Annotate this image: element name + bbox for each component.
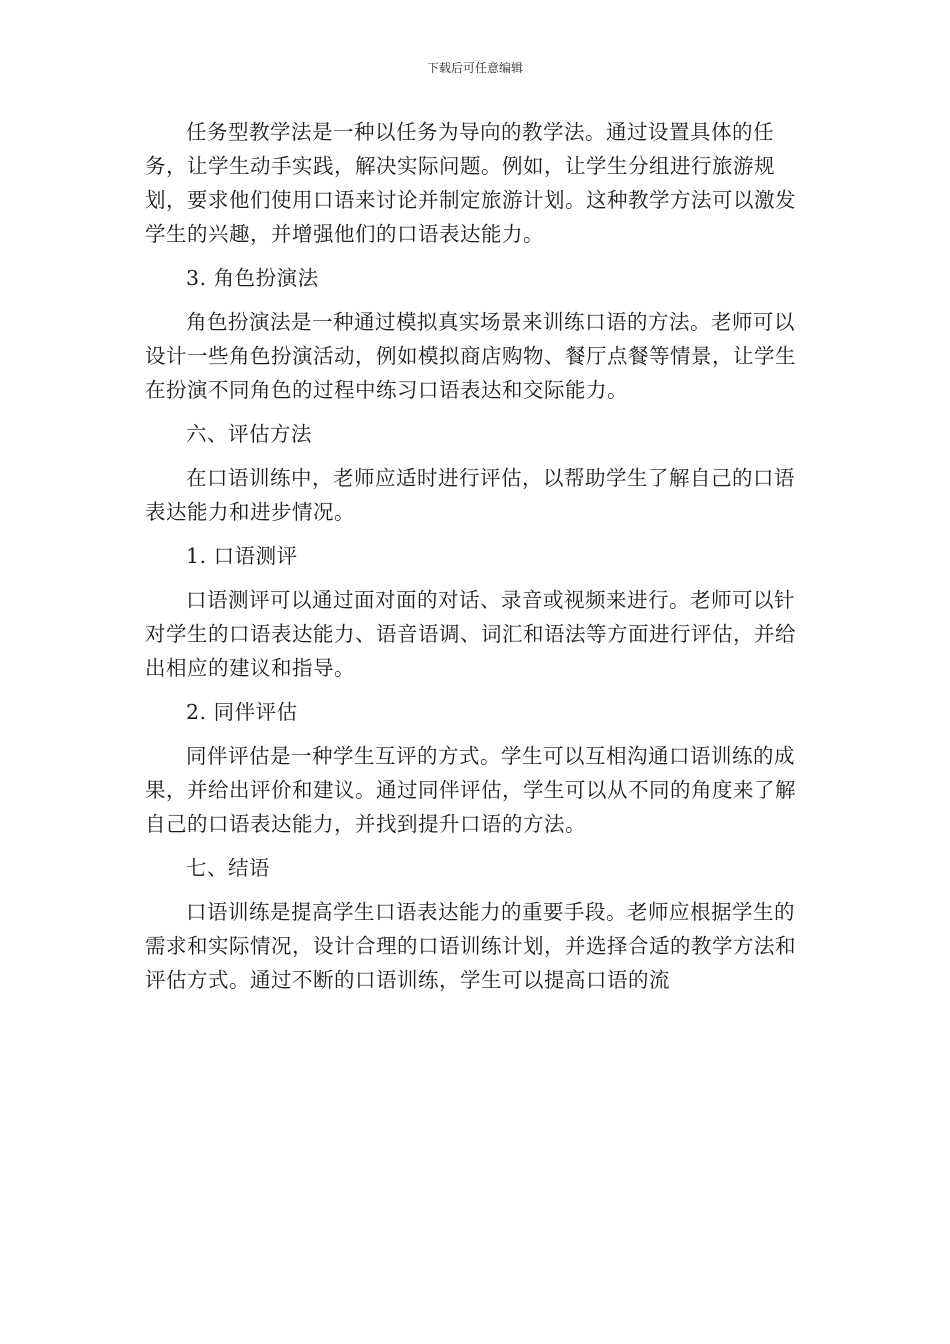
section-heading-role-play: 3. 角色扮演法 [186, 266, 319, 290]
paragraph-evaluation-intro: 在口语训练中，老师应适时进行评估，以帮助学生了解自己的口语表达能力和进步情况。 [145, 466, 795, 524]
paragraph-conclusion: 口语训练是提高学生口语表达能力的重要手段。老师应根据学生的需求和实际情况，设计合理的口语训练计划，并选择合适的教学方法和评估方式。通过不断的口语训练，学生可以提高口语的流 [145, 900, 796, 992]
section-heading-conclusion: 七、结语 [186, 856, 270, 880]
paragraph-oral-assessment: 口语测评可以通过面对面的对话、录音或视频来进行。老师可以针对学生的口语表达能力、语音语调、词汇和语法等方面进行评估，并给出相应的建议和指导。 [145, 588, 796, 680]
page-header: 下载后可任意编辑 [426, 61, 523, 75]
paragraph-role-play: 角色扮演法是一种通过模拟真实场景来训练口语的方法。老师可以设计一些角色扮演活动，例如模拟商店购物、餐厅点餐等情景，让学生在扮演不同角色的过程中练习口语表达和交际能力。 [145, 310, 796, 402]
section-heading-peer-evaluation: 2. 同伴评估 [186, 700, 298, 724]
paragraph-task-based-teaching: 任务型教学法是一种以任务为导向的教学法。通过设置具体的任务，让学生动手实践，解决实际问题。例如，让学生分组进行旅游规划，要求他们使用口语来讨论并制定旅游计划。这种教学方法可以激发学生的兴趣，并增强他们的口语表达能力。 [145, 120, 796, 246]
section-heading-evaluation: 六、评估方法 [186, 422, 312, 446]
section-heading-oral-assessment: 1. 口语测评 [186, 544, 298, 568]
paragraph-peer-evaluation: 同伴评估是一种学生互评的方式。学生可以互相沟通口语训练的成果，并给出评价和建议。通过同伴评估，学生可以从不同的角度来了解自己的口语表达能力，并找到提升口语的方法。 [145, 744, 796, 836]
document-body [145, 115, 810, 1007]
